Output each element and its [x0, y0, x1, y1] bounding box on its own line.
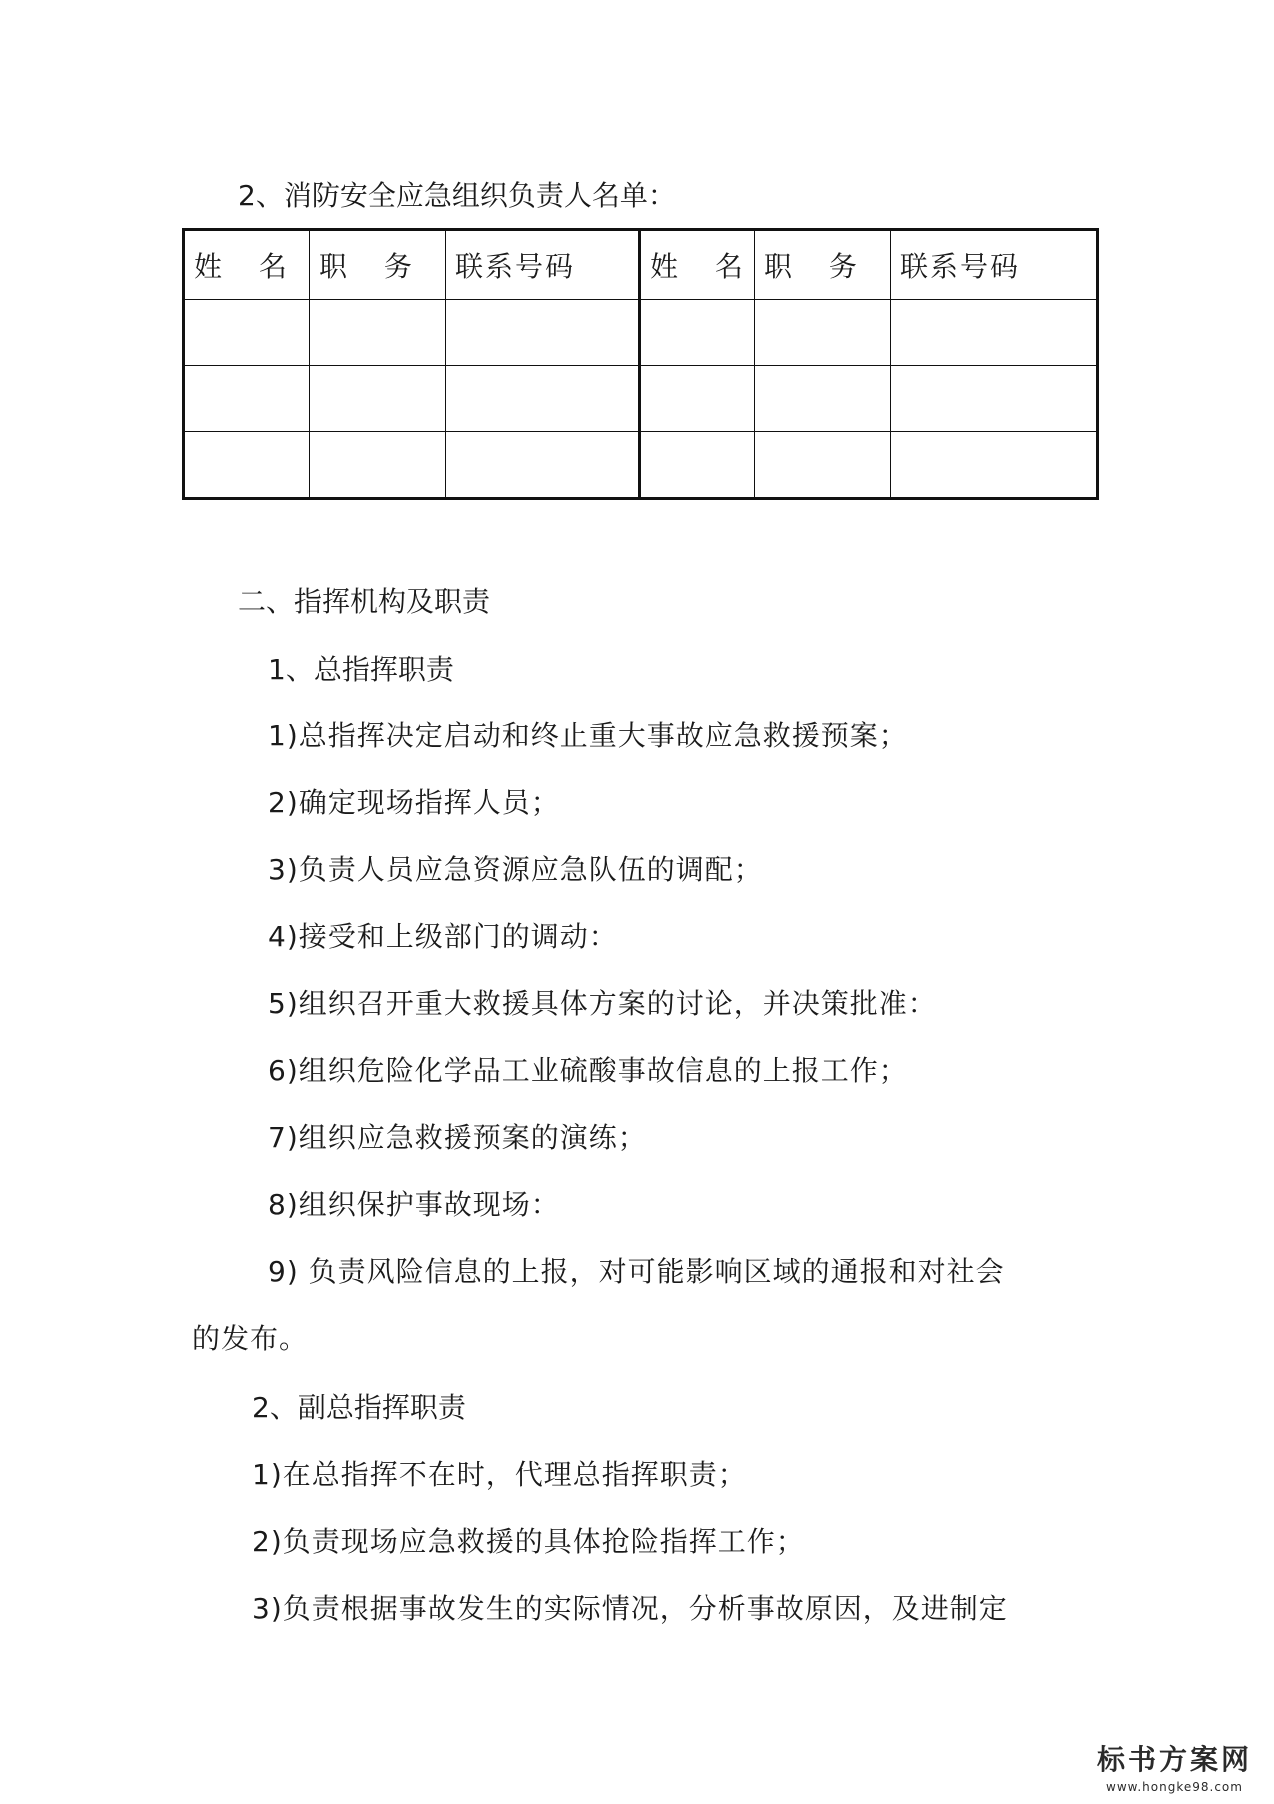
header-position: 职 务 — [310, 230, 446, 300]
table-row — [184, 366, 1098, 432]
header-phone-2: 联系号码 — [891, 230, 1098, 300]
duty-item: 8)组织保护事故现场： — [268, 1188, 560, 1221]
duty-item: 1)在总指挥不在时，代理总指挥职责； — [252, 1458, 747, 1491]
subsection-heading-2: 2、副总指挥职责 — [252, 1391, 466, 1424]
header-name: 姓 名 — [184, 230, 310, 300]
duty-item: 1)总指挥决定启动和终止重大事故应急救援预案； — [268, 719, 908, 752]
duty-item: 3)负责人员应急资源应急队伍的调配； — [268, 853, 763, 886]
table-cell — [891, 366, 1098, 432]
table-cell — [891, 300, 1098, 366]
section-heading: 二、指挥机构及职责 — [238, 585, 491, 618]
duty-item: 2)确定现场指挥人员； — [268, 786, 560, 819]
table-cell — [446, 300, 640, 366]
table-cell — [891, 432, 1098, 499]
duty-item: 9) 负责风险信息的上报，对可能影响区域的通报和对社会 — [268, 1255, 1005, 1288]
table-header-row — [184, 230, 1098, 300]
table-cell — [446, 432, 640, 499]
table-cell — [640, 300, 755, 366]
table-cell — [184, 432, 310, 499]
table-cell — [184, 366, 310, 432]
duty-item: 7)组织应急救援预案的演练； — [268, 1121, 647, 1154]
table-cell — [310, 366, 446, 432]
table-cell — [755, 432, 891, 499]
table-row — [184, 300, 1098, 366]
duty-item: 4)接受和上级部门的调动： — [268, 920, 618, 953]
table-cell — [310, 300, 446, 366]
duty-item: 3)负责根据事故发生的实际情况，分析事故原因，及进制定 — [252, 1592, 1008, 1625]
header-position-2: 职 务 — [755, 230, 891, 300]
header-phone: 联系号码 — [446, 230, 640, 300]
table-cell — [640, 366, 755, 432]
table-cell — [755, 300, 891, 366]
table-row — [184, 432, 1098, 499]
table-cell — [310, 432, 446, 499]
watermark-url: www.hongke98.com — [1106, 1780, 1243, 1794]
header-name-2: 姓 名 — [640, 230, 755, 300]
table-cell — [755, 366, 891, 432]
contact-table — [182, 228, 1099, 500]
duty-item: 2)负责现场应急救援的具体抢险指挥工作； — [252, 1525, 805, 1558]
watermark — [1097, 1738, 1252, 1794]
table-cell — [184, 300, 310, 366]
table-title: 2、消防安全应急组织负责人名单： — [238, 179, 676, 212]
table-cell — [640, 432, 755, 499]
subsection-heading-1: 1、总指挥职责 — [268, 653, 454, 686]
duty-item: 6)组织危险化学品工业硫酸事故信息的上报工作； — [268, 1054, 908, 1087]
duty-item: 5)组织召开重大救援具体方案的讨论，并决策批准： — [268, 987, 937, 1020]
table-cell — [446, 366, 640, 432]
watermark-title: 标书方案网 — [1096, 1743, 1252, 1776]
duty-item-continuation: 的发布。 — [192, 1322, 309, 1355]
